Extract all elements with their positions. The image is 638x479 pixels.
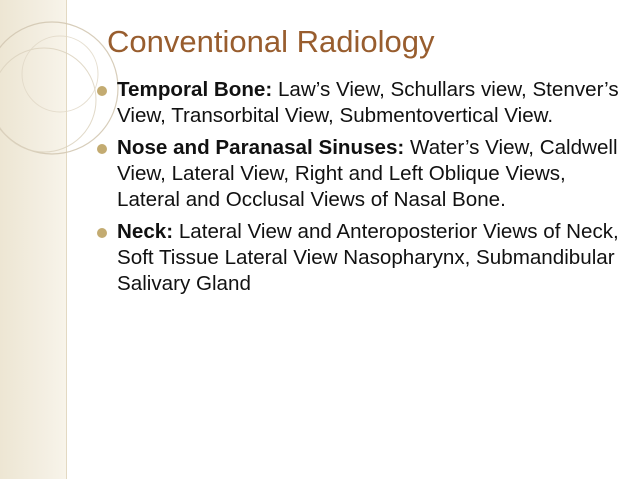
slide-title: Conventional Radiology bbox=[107, 24, 435, 59]
bullet-dot-icon bbox=[97, 144, 107, 154]
bullet-text: Lateral View and Anteroposterior Views of Neck, Soft Tissue Lateral View Nasopharynx, Submandibular Salivary Gland bbox=[117, 220, 619, 295]
bullet-item-temporal-bone bbox=[96, 77, 626, 129]
bullet-text: Water’s View, Caldwell View, Lateral View, Right and Left Oblique Views, Lateral and Occlusal Views of Nasal Bone. bbox=[117, 136, 618, 211]
bullet-dot-icon bbox=[97, 86, 107, 96]
bullet-lead: Temporal Bone: bbox=[117, 78, 273, 101]
bullet-text: Law’s View, Schullars view, Stenver’s View, Transorbital View, Submentovertical View. bbox=[117, 78, 619, 127]
bullet-list bbox=[96, 77, 626, 303]
bullet-item-nose-sinuses bbox=[96, 135, 626, 213]
bullet-item-neck bbox=[96, 219, 626, 297]
bullet-dot-icon bbox=[97, 228, 107, 238]
bullet-lead: Neck: bbox=[117, 220, 174, 243]
bullet-lead: Nose and Paranasal Sinuses: bbox=[117, 136, 405, 159]
